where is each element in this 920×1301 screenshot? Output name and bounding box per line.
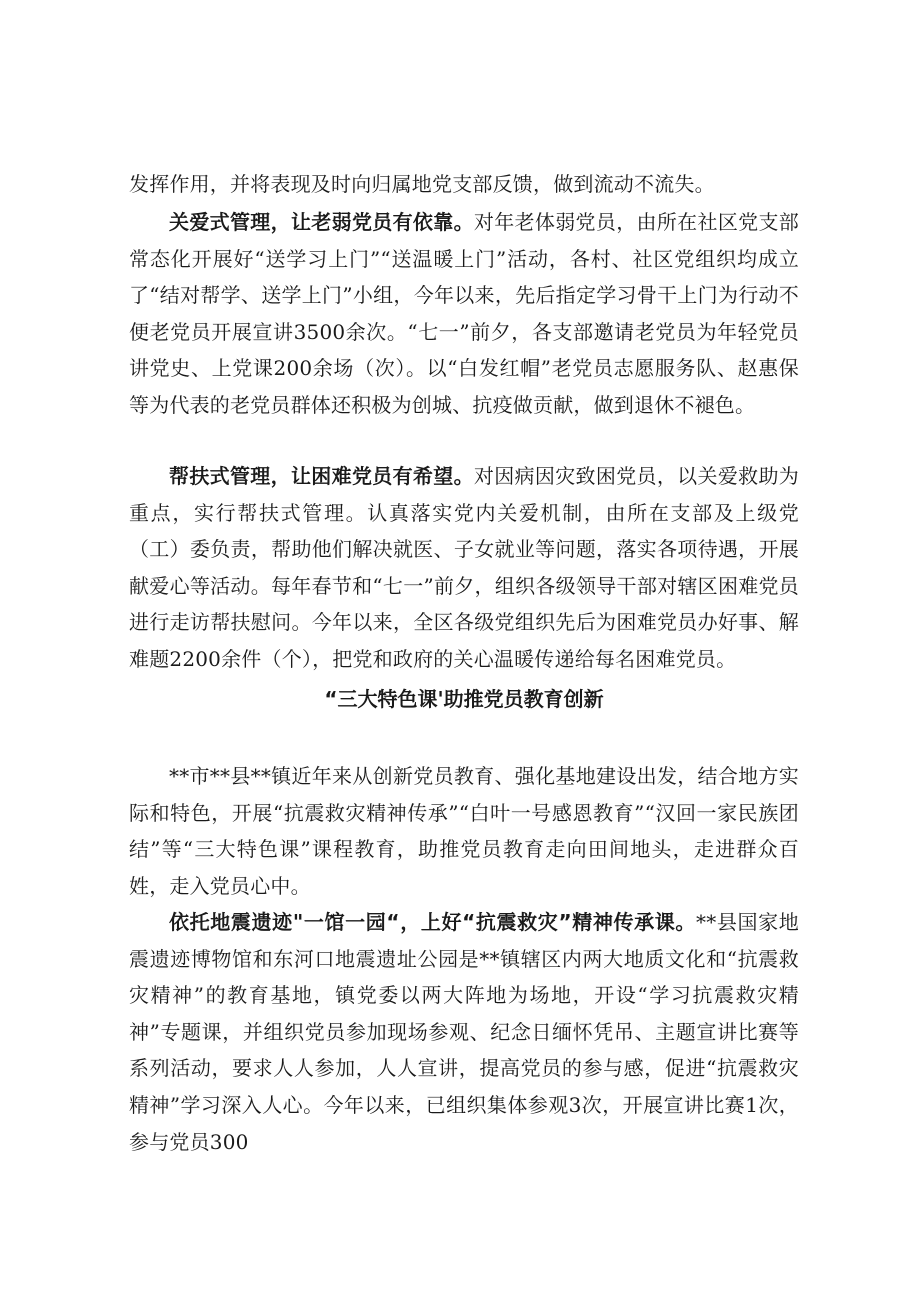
paragraph-lead-hardship: 帮扶式管理，让困难党员有希望。 — [169, 464, 474, 488]
section-title: “三大特色课'助推党员教育创新 — [324, 687, 604, 711]
paragraph-body-earthquake: **县国家地震遗迹博物馆和东河口地震遗址公园是**镇辖区内两大地质文化和“抗震救灾精神”的教育基地，镇党委以两大阵地为场地，开设“学习抗震救灾精神”专题课，并组织党员参加现场参观、纪念日缅怀凭吊、主题宣讲比赛等系列活动，要求人人参加，人人宣讲，提高党员的参与感，促进“抗震救灾精神”学习深入人心。今年以来，已组织集体参观3次，开展宣讲比赛1次，参与党员300 — [129, 910, 799, 1154]
paragraph-intro-tail: 发挥作用，并将表现及时向归属地党支部反馈，做到流动不流失。 — [129, 172, 715, 196]
paragraph-earthquake-course — [129, 904, 799, 1160]
paragraph-body-elderly: 对年老体弱党员，由所在社区党支部常态化开展好“送学习上门”“送温暖上门”活动，各村、社区党组织均成立了“结对帮学、送学上门”小组，今年以来，先后指定学习骨干上门为行动不便老党员开展宣讲3500余次。“七一”前夕，各支部邀请老党员为年轻党员讲党史、上党课200余场（次）。以“白发红帽”老党员志愿服务队、赵惠保等为代表的老党员群体还积极为创城、抗疫做贡献，做到退休不褪色。 — [129, 210, 800, 417]
paragraph-section-intro: **市**县**镇近年来从创新党员教育、强化基地建设出发，结合地方实际和特色，开展“抗震救灾精神传承”“白叶一号感恩教育”“汉回一家民族团结”等“三大特色课”课程教育，助推党员教育走向田间地头，走进群众百姓，走入党员心中。 — [129, 764, 799, 898]
paragraph-body-hardship: 对因病因灾致困党员，以关爱救助为重点，实行帮扶式管理。认真落实党内关爱机制，由所在支部及上级党（工）委负责，帮助他们解决就医、子女就业等问题，落实各项待遇，开展献爱心等活动。每年春节和“七一”前夕，组织各级领导干部对辖区困难党员进行走访帮扶慰问。今年以来，全区各级党组织先后为困难党员办好事、解难题2200余件（个），把党和政府的关心温暖传递给每名困难党员。 — [129, 464, 800, 671]
paragraph-lead-earthquake: 依托地震遗迹"一馆一园“，上好“抗震救灾”精神传承课。 — [169, 910, 697, 934]
paragraph-hardship-support — [129, 458, 799, 678]
paragraph-lead-elderly: 关爱式管理，让老弱党员有依靠。 — [169, 210, 474, 234]
paragraph-elderly-care — [129, 204, 799, 424]
